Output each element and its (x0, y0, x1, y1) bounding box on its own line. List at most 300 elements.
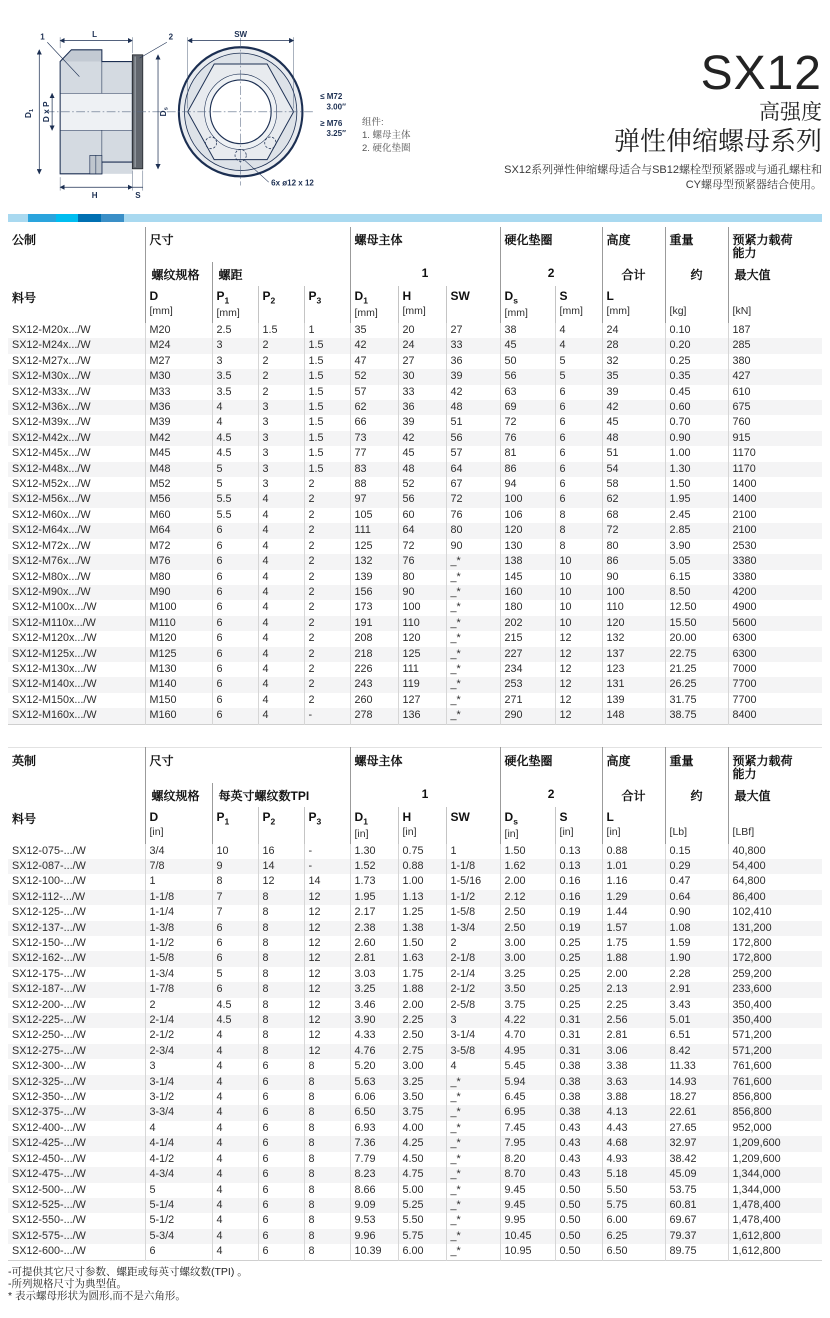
header-spacer (8, 262, 145, 286)
value-cell: 4 (212, 1136, 258, 1151)
value-cell: 47 (350, 354, 398, 369)
group-header-weight: 重量 (665, 227, 728, 262)
value-cell: 0.10 (665, 323, 728, 338)
value-cell: 4 (212, 1059, 258, 1074)
column-header (398, 286, 446, 323)
value-cell: 5600 (728, 616, 822, 631)
value-cell: 2-1/2 (145, 1028, 212, 1043)
value-cell: 5.50 (398, 1213, 446, 1228)
value-cell: 2 (304, 523, 350, 538)
value-cell: 69 (500, 400, 555, 415)
value-cell: 8 (258, 998, 304, 1013)
value-cell: 94 (500, 477, 555, 492)
value-cell: M160 (145, 708, 212, 724)
value-cell: _* (446, 1136, 500, 1151)
value-cell: 1170 (728, 446, 822, 461)
table-system-label: 公制 (12, 233, 37, 247)
value-cell: 6.50 (350, 1105, 398, 1120)
table-row (8, 462, 822, 477)
front-view (167, 30, 346, 188)
value-cell: 57 (350, 385, 398, 400)
column-label: H (402, 289, 412, 303)
value-cell: 172,800 (728, 951, 822, 966)
value-cell: 2 (304, 693, 350, 708)
table-row (8, 431, 822, 446)
column-label: $D_s$ (504, 289, 518, 306)
value-cell: 1.5 (304, 462, 350, 477)
table-row (8, 446, 822, 461)
value-cell: 39 (446, 369, 500, 384)
value-cell: 8 (304, 1198, 350, 1213)
value-cell: 4.93 (602, 1152, 665, 1167)
footnote-line: * 表示螺母形状为圆形,而不是六角形。 (8, 1289, 186, 1302)
value-cell: M120 (145, 631, 212, 646)
value-cell: 6 (212, 982, 258, 997)
value-cell: 1.00 (398, 874, 446, 889)
column-unit (451, 826, 454, 838)
column-label: L (606, 289, 614, 303)
value-cell: 8400 (728, 708, 822, 724)
column-label: SW (450, 289, 470, 303)
value-cell: 4 (212, 1167, 258, 1182)
value-cell: 1.5 (304, 369, 350, 384)
value-cell: 40,800 (728, 844, 822, 859)
value-cell: 6 (212, 570, 258, 585)
value-cell: _* (446, 1105, 500, 1120)
value-cell: 9.45 (500, 1183, 555, 1198)
group-header-height: 高度 (602, 747, 665, 783)
value-cell: 8 (304, 1213, 350, 1228)
subheader-pitch: 螺距 (212, 262, 350, 286)
value-cell: _* (446, 616, 500, 631)
accent-bar-segment (28, 214, 56, 222)
value-cell: 3 (145, 1059, 212, 1074)
thread-note-2a: ≥ M76 (320, 118, 343, 129)
value-cell: 9.09 (350, 1198, 398, 1213)
value-cell: 760 (728, 415, 822, 430)
part-number-cell: SX12-125-.../W (12, 906, 86, 919)
value-cell: 42 (446, 385, 500, 400)
table-row (8, 323, 822, 338)
table-row (8, 1059, 822, 1074)
value-cell: 4-3/4 (145, 1167, 212, 1182)
value-cell: 6.06 (350, 1090, 398, 1105)
part-number-cell: SX12-M60x.../W (12, 508, 91, 521)
value-cell: 1.50 (398, 936, 446, 951)
value-cell: 4 (555, 338, 602, 353)
value-cell: 2.12 (500, 890, 555, 905)
value-cell: 6.45 (500, 1090, 555, 1105)
value-cell: 4 (258, 554, 304, 569)
group-header-washer: 硬化垫圈 (500, 747, 602, 783)
part-number-cell: SX12-M24x.../W (12, 339, 91, 352)
value-cell: 8.23 (350, 1167, 398, 1182)
value-cell: 1 (446, 844, 500, 859)
value-cell: 45 (398, 446, 446, 461)
value-cell: 8.20 (500, 1152, 555, 1167)
part-number-cell: SX12-M100x.../W (12, 601, 97, 614)
value-cell: 5 (555, 369, 602, 384)
value-cell: 4 (212, 1229, 258, 1244)
value-cell: 21.25 (665, 662, 728, 677)
value-cell: 6 (258, 1090, 304, 1105)
value-cell: 3-5/8 (446, 1044, 500, 1059)
value-cell: 0.13 (555, 844, 602, 859)
value-cell: 7/8 (145, 859, 212, 874)
value-cell: 180 (500, 600, 555, 615)
value-cell: 0.88 (602, 844, 665, 859)
value-cell: 72 (446, 492, 500, 507)
page-header (0, 0, 830, 214)
value-cell: 76 (398, 554, 446, 569)
column-unit (263, 828, 266, 840)
value-cell: 6 (212, 677, 258, 692)
value-cell: 38.75 (665, 708, 728, 724)
value-cell: 4900 (728, 600, 822, 615)
value-cell: 4.75 (398, 1167, 446, 1182)
value-cell: 1-5/8 (145, 951, 212, 966)
value-cell: 0.35 (665, 369, 728, 384)
value-cell: 0.43 (555, 1136, 602, 1151)
value-cell: 36 (398, 400, 446, 415)
value-cell: _* (446, 1090, 500, 1105)
subheader-pitch: 每英寸螺纹数TPI (212, 783, 350, 807)
column-unit: [mm] (559, 305, 583, 317)
value-cell: 8 (258, 890, 304, 905)
value-cell: 1-1/2 (446, 890, 500, 905)
value-cell: 1.5 (304, 354, 350, 369)
table-row (8, 1167, 822, 1182)
value-cell: 6 (212, 523, 258, 538)
value-cell: 10.39 (350, 1244, 398, 1260)
table-row (8, 369, 822, 384)
value-cell: 3 (258, 477, 304, 492)
value-cell: _* (446, 1167, 500, 1182)
value-cell: 100 (398, 600, 446, 615)
value-cell: 12 (258, 874, 304, 889)
table-row (8, 585, 822, 600)
value-cell: 2.17 (350, 905, 398, 920)
value-cell: 48 (446, 400, 500, 415)
value-cell: 2.50 (500, 921, 555, 936)
subheader-weight-approx: 约 (665, 783, 728, 807)
value-cell: 3.5 (212, 385, 258, 400)
value-cell: 120 (602, 616, 665, 631)
value-cell: 234 (500, 662, 555, 677)
value-cell: 2 (304, 554, 350, 569)
value-cell: 6 (212, 693, 258, 708)
value-cell: 202 (500, 616, 555, 631)
value-cell: 3-1/4 (446, 1028, 500, 1043)
group-header-height: 高度 (602, 227, 665, 262)
subheader-thread-spec: 螺纹规格 (145, 783, 212, 807)
value-cell: 1,209,600 (728, 1136, 822, 1151)
part-number-cell: SX12-M150x.../W (12, 693, 97, 706)
group-header-nut-body: 螺母主体 (350, 747, 500, 783)
group-header-weight: 重量 (665, 747, 728, 783)
group-header-nut-body: 螺母主体 (350, 227, 500, 262)
value-cell: 12 (304, 951, 350, 966)
value-cell: 4 (212, 415, 258, 430)
table-row (8, 385, 822, 400)
value-cell: M140 (145, 677, 212, 692)
value-cell: 0.31 (555, 1013, 602, 1028)
value-cell: 5.05 (665, 554, 728, 569)
column-header (212, 286, 258, 323)
part-number-column-header: 料号 (12, 291, 37, 305)
column-unit: [in] (504, 827, 519, 840)
column-unit: [mm] (504, 307, 528, 320)
part-number-cell: SX12-M110x.../W (12, 616, 96, 629)
series-title: SX12 (700, 47, 822, 100)
value-cell: 1-5/8 (446, 905, 500, 920)
value-cell: 2-1/4 (446, 967, 500, 982)
part-number-cell: SX12-M76x.../W (12, 555, 91, 568)
value-cell: 0.25 (665, 354, 728, 369)
value-cell: 2.45 (665, 508, 728, 523)
value-cell: 16 (258, 844, 304, 859)
value-cell: 1.5 (304, 400, 350, 415)
value-cell: 2 (258, 354, 304, 369)
value-cell: 100 (500, 492, 555, 507)
value-cell: 0.90 (665, 905, 728, 920)
table-row (8, 415, 822, 430)
value-cell: 4 (212, 1198, 258, 1213)
part-number-cell: SX12-300-.../W (12, 1060, 86, 1073)
value-cell: M36 (145, 400, 212, 415)
value-cell: 243 (350, 677, 398, 692)
value-cell: 0.25 (555, 951, 602, 966)
table-row (8, 1136, 822, 1151)
value-cell: 8.70 (500, 1167, 555, 1182)
table-row (8, 936, 822, 951)
table-row (8, 1198, 822, 1213)
value-cell: 4.5 (212, 998, 258, 1013)
part-number-cell: SX12-137-.../W (12, 921, 86, 934)
value-cell: 1.57 (602, 921, 665, 936)
value-cell: 22.61 (665, 1105, 728, 1120)
part-number-cell: SX12-200-.../W (12, 998, 86, 1011)
value-cell: 0.13 (555, 859, 602, 874)
value-cell: 9.96 (350, 1229, 398, 1244)
value-cell: 3.5 (212, 369, 258, 384)
value-cell: 5.25 (398, 1198, 446, 1213)
value-cell: 56 (500, 369, 555, 384)
value-cell: 4 (145, 1121, 212, 1136)
part-number-cell: SX12-575-.../W (12, 1229, 86, 1242)
value-cell: 123 (602, 662, 665, 677)
value-cell: 856,800 (728, 1105, 822, 1120)
value-cell: 8 (258, 982, 304, 997)
value-cell: 4.68 (602, 1136, 665, 1151)
thread-note-2b: 3.25″ (326, 128, 346, 139)
value-cell: 0.25 (555, 967, 602, 982)
value-cell: 1.5 (304, 446, 350, 461)
value-cell: 136 (398, 708, 446, 724)
value-cell: 0.19 (555, 905, 602, 920)
value-cell: 125 (350, 539, 398, 554)
table-row (8, 1213, 822, 1228)
value-cell: 1.50 (665, 477, 728, 492)
value-cell: 8 (258, 905, 304, 920)
value-cell: 0.88 (398, 859, 446, 874)
value-cell: 35 (350, 323, 398, 338)
value-cell: _* (446, 693, 500, 708)
value-cell: 80 (602, 539, 665, 554)
value-cell: 2 (304, 585, 350, 600)
value-cell: 27 (398, 354, 446, 369)
value-cell: 8 (258, 1028, 304, 1043)
value-cell: M60 (145, 508, 212, 523)
part-number-cell: SX12-M64x.../W (12, 524, 91, 537)
column-label: $P_3$ (308, 809, 322, 826)
value-cell: 915 (728, 431, 822, 446)
value-cell: 3380 (728, 570, 822, 585)
value-cell: 4 (212, 1183, 258, 1198)
value-cell: 48 (398, 462, 446, 477)
value-cell: 571,200 (728, 1044, 822, 1059)
value-cell: 1,612,800 (728, 1229, 822, 1244)
value-cell: 2 (258, 369, 304, 384)
dim-D1-label: $D_1$ (24, 108, 35, 119)
value-cell: 4 (212, 1028, 258, 1043)
value-cell: 4 (258, 708, 304, 724)
subheader-nut-body-number: 1 (350, 783, 500, 807)
value-cell: 45 (500, 338, 555, 353)
table-row (8, 477, 822, 492)
value-cell: 4.43 (602, 1121, 665, 1136)
value-cell: 0.43 (555, 1167, 602, 1182)
value-cell: 2 (304, 662, 350, 677)
value-cell: 8 (555, 539, 602, 554)
value-cell: 1-3/4 (446, 921, 500, 936)
part-number-cell: SX12-M27x.../W (12, 354, 91, 367)
value-cell: 64,800 (728, 874, 822, 889)
value-cell: 0.19 (555, 921, 602, 936)
value-cell: 1-5/16 (446, 874, 500, 889)
value-cell: 7.95 (500, 1136, 555, 1151)
value-cell: 8 (258, 967, 304, 982)
column-unit: [in] (559, 825, 574, 838)
value-cell: 1.75 (398, 967, 446, 982)
column-label: $D_1$ (354, 289, 368, 306)
column-unit: [in] (606, 825, 621, 838)
value-cell: 4 (258, 677, 304, 692)
value-cell: 10.95 (500, 1244, 555, 1260)
subheader-nut-body-number: 1 (350, 262, 500, 286)
value-cell: 6 (258, 1198, 304, 1213)
table-row (8, 600, 822, 615)
value-cell: 9.53 (350, 1213, 398, 1228)
value-cell: 86 (602, 554, 665, 569)
value-cell: 6.25 (602, 1229, 665, 1244)
value-cell: 76 (446, 508, 500, 523)
series-description (504, 163, 822, 193)
value-cell: 24 (602, 323, 665, 338)
value-cell: 8 (304, 1152, 350, 1167)
value-cell: 2.91 (665, 982, 728, 997)
value-cell: 3.75 (398, 1105, 446, 1120)
value-cell: 3.90 (350, 1013, 398, 1028)
table-row (8, 998, 822, 1013)
value-cell: 6 (555, 492, 602, 507)
value-cell: 4 (258, 508, 304, 523)
value-cell: 0.75 (398, 844, 446, 859)
value-cell: _* (446, 1198, 500, 1213)
dim-S-label: S (135, 190, 141, 201)
value-cell: 36 (446, 354, 500, 369)
value-cell: 4 (258, 631, 304, 646)
value-cell: 160 (500, 585, 555, 600)
value-cell: 5 (212, 462, 258, 477)
value-cell: 4.50 (398, 1152, 446, 1167)
value-cell: 4.13 (602, 1105, 665, 1120)
value-cell: 3 (258, 415, 304, 430)
value-cell: 6300 (728, 647, 822, 662)
value-cell: _* (446, 677, 500, 692)
value-cell: 20.00 (665, 631, 728, 646)
subheader-height-total: 合计 (602, 783, 665, 807)
column-unit: [mm] (149, 305, 173, 317)
value-cell: 12 (304, 1044, 350, 1059)
value-cell: 2.13 (602, 982, 665, 997)
value-cell: 6 (258, 1213, 304, 1228)
value-cell: 20 (398, 323, 446, 338)
value-cell: 56 (398, 492, 446, 507)
value-cell: 1.5 (304, 431, 350, 446)
table-row (8, 570, 822, 585)
value-cell: 15.50 (665, 616, 728, 631)
table-row (8, 982, 822, 997)
thread-note-1b: 3.00″ (326, 102, 346, 112)
value-cell: 32.97 (665, 1136, 728, 1151)
value-cell: 1.01 (602, 859, 665, 874)
subtitle-series-name: 弹性伸缩螺母系列 (613, 126, 822, 156)
value-cell: 38 (500, 323, 555, 338)
value-cell: 67 (446, 477, 500, 492)
subheader-washer-number: 2 (500, 783, 602, 807)
footnote-line: -可提供其它尺寸参数、螺距或每英寸螺纹数(TPI) 。 (8, 1265, 248, 1278)
value-cell: 5.20 (350, 1059, 398, 1074)
table-row (8, 1105, 822, 1120)
part-number-cell: SX12-425-.../W (12, 1137, 86, 1150)
table-row (8, 874, 822, 889)
value-cell: 1.38 (398, 921, 446, 936)
part-number-cell: SX12-M80x.../W (12, 570, 91, 583)
value-cell: M80 (145, 570, 212, 585)
value-cell: 1.50 (500, 844, 555, 859)
column-label: $P_1$ (216, 289, 230, 306)
value-cell: 4 (212, 1105, 258, 1120)
value-cell: 3.00 (500, 936, 555, 951)
column-unit: [in] (149, 825, 164, 838)
value-cell: 6 (212, 631, 258, 646)
value-cell: 8 (258, 1013, 304, 1028)
value-cell: 6 (212, 554, 258, 569)
value-cell: 260 (350, 693, 398, 708)
value-cell: 32 (602, 354, 665, 369)
part-number-cell: SX12-162-.../W (12, 952, 86, 965)
column-header (350, 807, 398, 844)
value-cell: 0.43 (555, 1121, 602, 1136)
value-cell: 4 (258, 492, 304, 507)
value-cell: 69.67 (665, 1213, 728, 1228)
value-cell: 8 (304, 1090, 350, 1105)
column-header (728, 286, 822, 323)
value-cell: 6.15 (665, 570, 728, 585)
group-header-preload: 预紧力载荷 能力 (728, 747, 822, 783)
value-cell: M30 (145, 369, 212, 384)
